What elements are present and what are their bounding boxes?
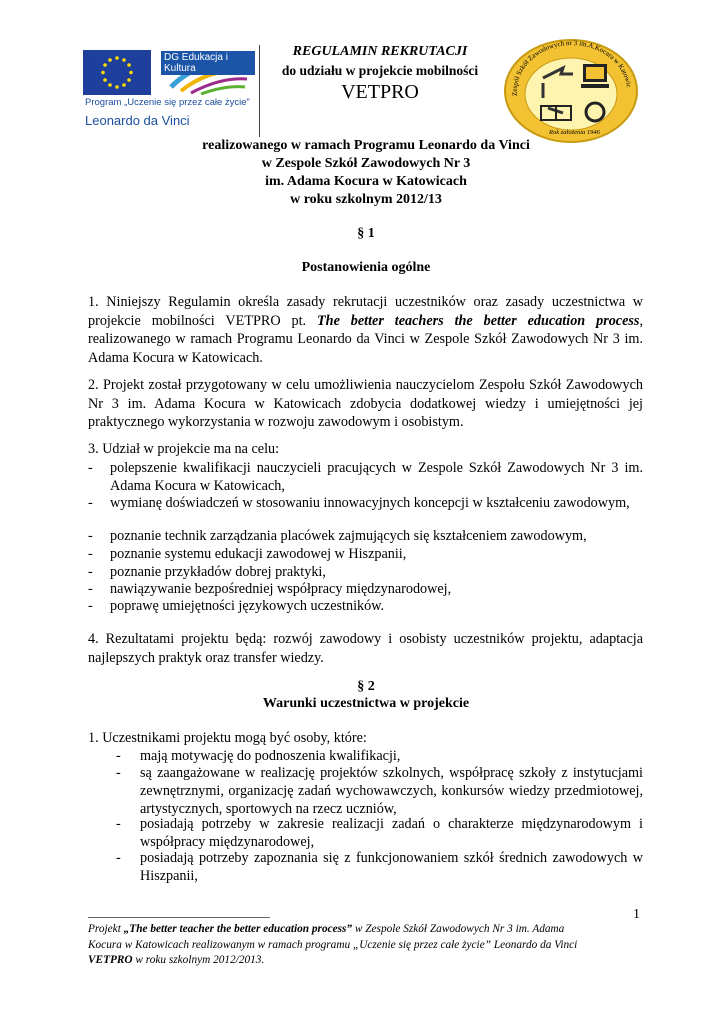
section1-paragraph-2: 2. Projekt został przygotowany w celu umożliwienia nauczycielom Zespołu Szkół Zawodowych Nr 3 im. Adama Kocura w Katowicach zdobycia dodatkowej wiedzy i umiejętności jej praktycznego wykorzystania w rozwoju zawodowym i osobistym.	[88, 377, 643, 430]
section1-paragraph-3-intro: 3. Udział w projekcie ma na celu:	[88, 441, 280, 457]
section1-paragraph-1: 1. Niniejszy Regulamin określa zasady rekrutacji uczestników oraz zasady uczestnictwa w projekcie mobilności VETPRO pt. The better teachers the better education process, realizowanego w ramach Programu Leonardo da Vinci w Zespole Szkół Zawodowych Nr 3 im. Adama Kocura w Katowicach.	[88, 294, 643, 366]
list-item: - posiadają potrzeby zapoznania się z funkcjonowaniem szkół średnich zawodowych w Hiszpanii,	[116, 850, 643, 884]
section2-paragraph-1-intro: 1. Uczestnikami projektu mogą być osoby, które:	[88, 730, 367, 746]
list-item: - poznanie technik zarządzania placówek zajmujących się kształceniem zawodowym,	[88, 528, 587, 544]
leonardo-label: Leonardo da Vinci	[85, 113, 190, 128]
list-item: - są zaangażowane w realizację projektów szkolnych, współpracę szkoły z instytucjami zewnętrznymi, organizację zadań wychowawczych, konkursów wiedzy przedmiotowej, artystycznych, sportowych na rzecz uczniów,	[116, 765, 643, 817]
footer-note: Projekt „The better teacher the better education process” w Zespole Szkół Zawodowych Nr 3 im. Adama Kocura w Katowicach realizowanym w ramach programu „Uczenie się przez całe życie” Leonardo da Vinci VETPRO w roku szkolnym 2012/2013.	[88, 923, 578, 967]
eu-flag-icon	[83, 50, 151, 95]
program-label: Program „Uczenie się przez całe życie”	[85, 97, 250, 108]
eu-leonardo-logo	[83, 45, 255, 135]
section1-paragraph-4: 4. Rezultatami projektu będą: rozwój zawodowy i osobisty uczestników projektu, adaptacja najlepszych praktyk oraz transfer wiedzy.	[88, 631, 643, 666]
doc-title: REGULAMIN REKRUTACJI	[292, 44, 468, 59]
school-ring-text: Zespół Szkół Zawodowych nr 3 im.A.Kocura w Katowic	[510, 38, 633, 97]
list-item: - polepszenie kwalifikacji nauczycieli pracujących w Zespole Szkół Zawodowych Nr 3 im. Adama Kocura w Katowicach,	[88, 460, 643, 494]
doc-vetpro: VETPRO	[341, 81, 419, 103]
list-item: - poprawę umiejętności językowych uczestników.	[88, 598, 385, 614]
footer-rule	[88, 917, 270, 918]
intro-line-3: im. Adama Kocura w Katowicach	[265, 174, 467, 189]
list-item: - nawiązywanie bezpośredniej współpracy międzynarodowej,	[88, 581, 452, 597]
list-item: - poznanie przykładów dobrej praktyki,	[88, 564, 326, 580]
intro-line-1: realizowanego w ramach Programu Leonardo da Vinci	[202, 138, 530, 153]
section2-title: Warunki uczestnictwa w projekcie	[262, 696, 470, 711]
doc-subtitle: do udziału w projekcie mobilności	[281, 63, 479, 78]
list-item: - poznanie systemu edukacji zawodowej w Hiszpanii,	[88, 546, 407, 562]
dg-label: DG Edukacja i Kultura	[161, 51, 255, 75]
intro-line-2: w Zespole Szkół Zawodowych Nr 3	[261, 156, 471, 171]
page-number: 1	[633, 907, 640, 922]
header-divider	[259, 45, 260, 137]
intro-line-4: w roku szkolnym 2012/13	[290, 192, 442, 207]
section1-title: Postanowienia ogólne	[301, 260, 431, 275]
list-item: - mają motywację do podnoszenia kwalifikacji,	[116, 748, 401, 764]
section1-number: § 1	[357, 226, 375, 241]
school-year-text: Rok założenia 1946	[549, 129, 600, 136]
section2-number: § 2	[357, 679, 375, 694]
list-item: - wymianę doświadczeń w stosowaniu innowacyjnych koncepcji w kształceniu zawodowym,	[88, 495, 630, 511]
list-item: - posiadają potrzeby w zakresie realizacji zadań o charakterze międzynarodowym i współpracy międzynarodowej,	[116, 816, 643, 850]
school-logo	[503, 38, 640, 144]
